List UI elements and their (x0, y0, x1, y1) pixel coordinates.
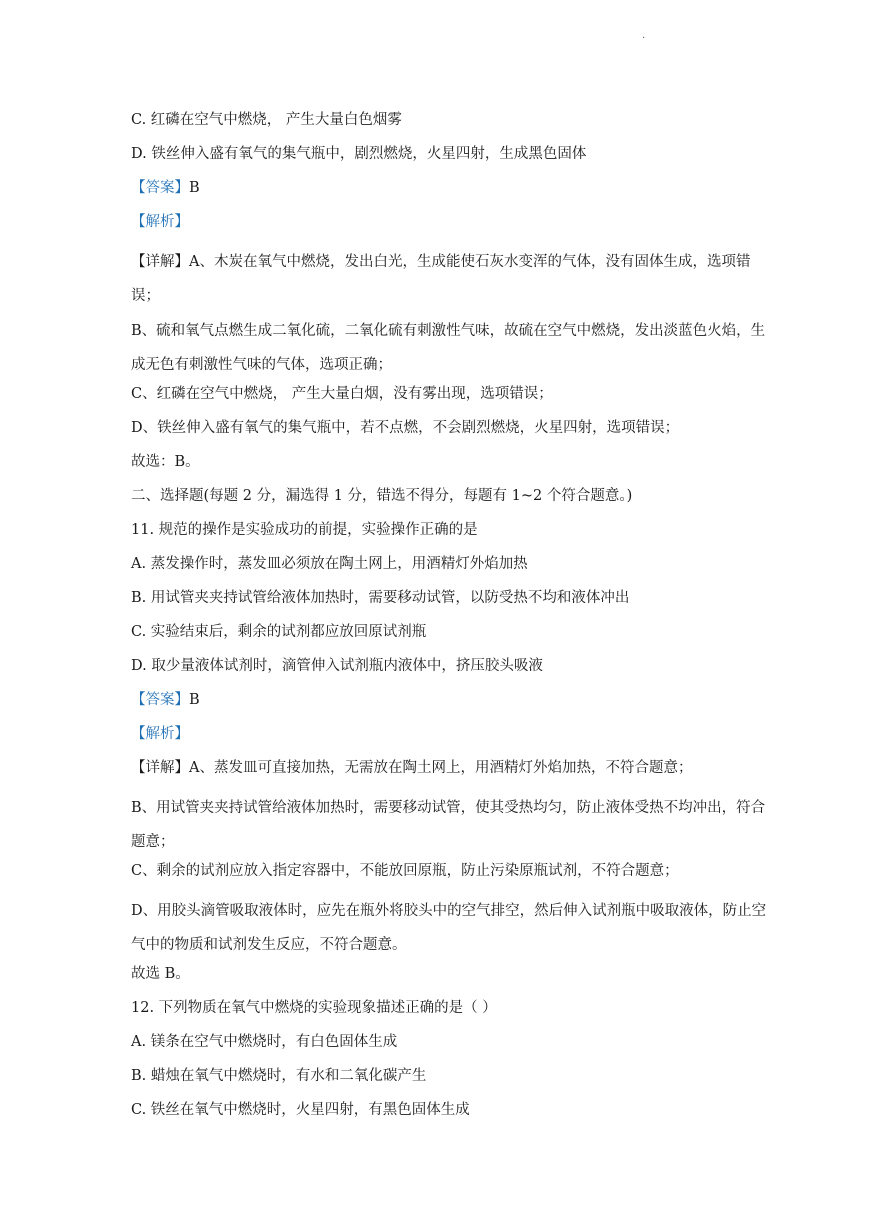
answer-value: B (189, 180, 200, 196)
q11-stem: 11. 规范的操作是实验成功的前提，实验操作正确的是 (131, 522, 478, 538)
detail-tag: 【详解】 (131, 254, 189, 270)
q10-detail-b: B、硫和氧气点燃生成二氧化硫，二氧化硫有刺激性气味，故硫在空气中燃烧，发出淡蓝色火焰，生成无色有刺激性气味的气体，选项正确； (131, 323, 766, 373)
q11-option-a: A. 蒸发操作时，蒸发皿必须放在陶土网上，用酒精灯外焰加热 (131, 556, 528, 572)
analysis-tag: 【解析】 (131, 726, 189, 742)
answer-tag: 【答案】 (131, 180, 189, 196)
header-dot: . (642, 30, 646, 41)
detail-tag: 【详解】 (131, 760, 189, 776)
q11-answer (131, 689, 771, 711)
q12-stem: 12. 下列物质在氧气中燃烧的实验现象描述正确的是（ ） (131, 1000, 497, 1016)
q11-option-c: C. 实验结束后，剩余的试剂都应放回原试剂瓶 (131, 624, 427, 640)
q11-option-d: D. 取少量液体试剂时，滴管伸入试剂瓶内液体中，挤压胶头吸液 (131, 658, 543, 674)
q11-option-b: B. 用试管夹夹持试管给液体加热时，需要移动试管，以防受热不均和液体冲出 (131, 590, 630, 606)
q10-option-d: D. 铁丝伸入盛有氧气的集气瓶中，剧烈燃烧，火星四射，生成黑色固体 (131, 146, 587, 162)
q12-option-a: A. 镁条在空气中燃烧时，有白色固体生成 (131, 1034, 398, 1050)
q11-conclusion: 故选 B。 (131, 966, 190, 982)
section-2-heading: 二、选择题(每题 2 分，漏选得 1 分，错选不得分，每题有 1~2 个符合题意。) (131, 488, 633, 504)
q11-detail-b: B、用试管夹夹持试管给液体加热时，需要移动试管，使其受热均匀，防止液体受热不均冲出，符合题意； (131, 800, 766, 850)
q10-analysis-tag (131, 211, 771, 233)
q11-detail-d: D、用胶头滴管吸取液体时，应先在瓶外将胶头中的空气排空，然后伸入试剂瓶中吸取液体，防止空气中的物质和试剂发生反应，不符合题意。 (131, 903, 767, 953)
q11-analysis-tag (131, 723, 771, 745)
q10-detail-c: C、红磷在空气中燃烧， 产生大量白烟，没有雾出现，选项错误； (131, 386, 553, 402)
answer-tag: 【答案】 (131, 692, 189, 708)
answer-value: B (189, 692, 200, 708)
q10-option-c: C. 红磷在空气中燃烧， 产生大量白色烟雾 (131, 112, 402, 128)
q12-option-c: C. 铁丝在氧气中燃烧时，火星四射，有黑色固体生成 (131, 1102, 470, 1118)
q10-answer (131, 177, 771, 199)
analysis-tag: 【解析】 (131, 214, 189, 230)
q11-detail-a (131, 757, 771, 779)
q10-conclusion: 故选：B。 (131, 454, 200, 470)
q12-option-b: B. 蜡烛在氧气中燃烧时，有水和二氧化碳产生 (131, 1068, 427, 1084)
page-content (131, 109, 771, 1133)
q11-detail-c: C、剩余的试剂应放入指定容器中，不能放回原瓶，防止污染原瓶试剂，不符合题意； (131, 863, 679, 879)
detail-text: A、蒸发皿可直接加热，无需放在陶土网上，用酒精灯外焰加热，不符合题意； (189, 760, 693, 776)
q10-detail-d: D、铁丝伸入盛有氧气的集气瓶中，若不点燃，不会剧烈燃烧，火星四射，选项错误； (131, 420, 680, 436)
detail-text: A、木炭在氧气中燃烧，发出白光，生成能使石灰水变浑的气体，没有固体生成，选项错误； (131, 254, 751, 304)
q10-detail-a (131, 245, 771, 313)
